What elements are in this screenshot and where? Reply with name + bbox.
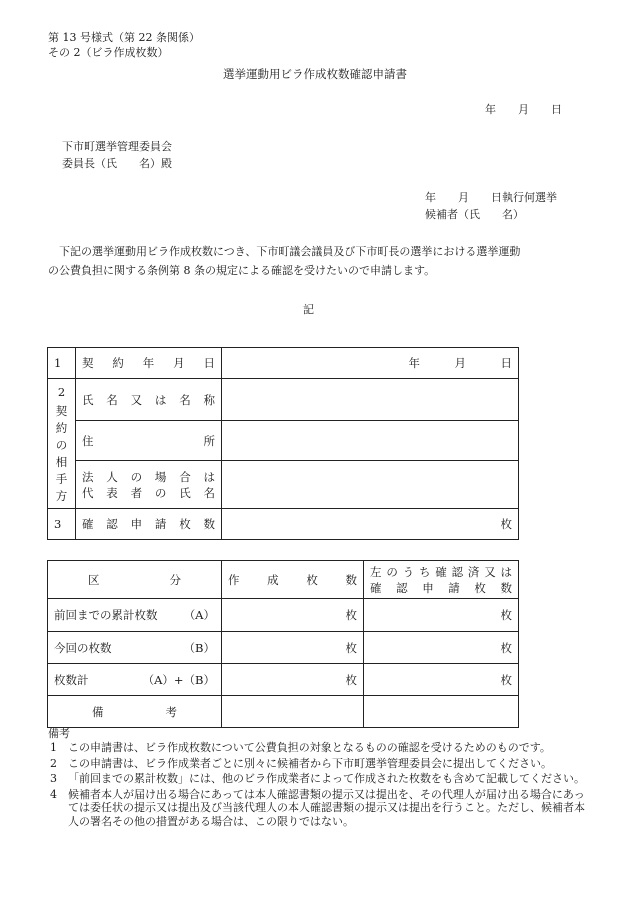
contract-date-row (48, 348, 519, 379)
contract-date-value: 年 月 日 (222, 348, 519, 379)
representative-row (48, 461, 519, 509)
remarks-value (222, 696, 364, 728)
row-unit: 枚 (222, 664, 364, 696)
candidate-line: 候補者（氏 名） (425, 208, 524, 221)
addressee-committee: 下市町選挙管理委員会 (62, 140, 172, 153)
counterparty-name-row (48, 379, 519, 421)
note-item: 2 この申請書は、ビラ作成業者ごとに別々に候補者から下市町選挙管理委員会に提出してください。 (50, 756, 552, 770)
note-item: 4 候補者本人が届け出る場合にあっては本人確認書類の提示又は提出を、その代理人が届け出る場合にあっては委任状の提示又は提出及び当該代理人の本人確認書類の提示又は提出を行うこと。ただし、候補者本人の署名その他の措置がある場合は、この限りではない。 (50, 787, 585, 828)
table-row (48, 599, 519, 632)
counterparty-address-value (222, 421, 519, 461)
table-row (48, 632, 519, 664)
counterparty-side-label: 2 契 約 の 相 手 方 (48, 379, 76, 509)
count-table (47, 560, 519, 728)
remarks-row (48, 696, 519, 728)
category-header: 区 分 (48, 561, 222, 599)
date-line: 年 月 日 (485, 103, 562, 116)
confirmed-count-header: 左 の う ち 確 認 済 又 は 確 認 申 請 枚 数 (364, 561, 519, 599)
ki-heading: 記 (303, 303, 314, 316)
election-line: 年 月 日執行何選挙 (425, 191, 557, 204)
table-row (48, 664, 519, 696)
count-table-header (48, 561, 519, 599)
counterparty-address-row (48, 421, 519, 461)
row-number: 1 (48, 348, 76, 379)
row-number: 3 (48, 509, 76, 540)
remarks-label: 備 考 (48, 696, 222, 728)
requested-count-label: 確 認 申 請 枚 数 (76, 509, 222, 540)
counterparty-name-value (222, 379, 519, 421)
row-unit: 枚 (364, 599, 519, 632)
document-title: 選挙運動用ビラ作成枚数確認申請書 (223, 67, 407, 81)
form-number: 第 13 号様式（第 22 条関係） (48, 31, 200, 44)
body-text-line2: の公費負担に関する条例第 8 条の規定による確認を受けたいので申請します。 (48, 264, 436, 277)
notes-title: 備考 (48, 727, 70, 740)
row-unit: 枚 (222, 599, 364, 632)
remarks-value (364, 696, 519, 728)
notes-list (50, 741, 590, 830)
addressee-chair: 委員長（氏 名）殿 (62, 157, 172, 170)
body-text-line1: 下記の選挙運動用ビラ作成枚数につき、下市町議会議員及び下市町長の選挙における選挙運動 (48, 245, 521, 258)
row-unit: 枚 (222, 632, 364, 664)
note-item: 1 この申請書は、ビラ作成枚数について公費負担の対象となるものの確認を受けるためのものです。 (50, 741, 551, 754)
contract-date-label: 契 約 年 月 日 (76, 348, 222, 379)
counterparty-name-label: 氏 名 又 は 名 称 (76, 379, 222, 421)
row-unit: 枚 (364, 632, 519, 664)
contract-table (47, 347, 519, 540)
form-subtitle: その 2（ビラ作成枚数） (48, 46, 169, 59)
requested-count-unit: 枚 (222, 509, 519, 540)
row-unit: 枚 (364, 664, 519, 696)
row-label: 今回の枚数 （B） (48, 632, 222, 664)
counterparty-address-label: 住 所 (76, 421, 222, 461)
requested-count-row (48, 509, 519, 540)
representative-label: 法 人 の 場 合 は 代 表 者 の 氏 名 (76, 461, 222, 509)
representative-value (222, 461, 519, 509)
row-label: 枚数計 （A）+（B） (48, 664, 222, 696)
note-item: 3 「前回までの累計枚数」には、他のビラ作成業者によって作成された枚数をも含めて記載してください。 (50, 772, 585, 785)
created-count-header: 作 成 枚 数 (222, 561, 364, 599)
row-label: 前回までの累計枚数 （A） (48, 599, 222, 632)
